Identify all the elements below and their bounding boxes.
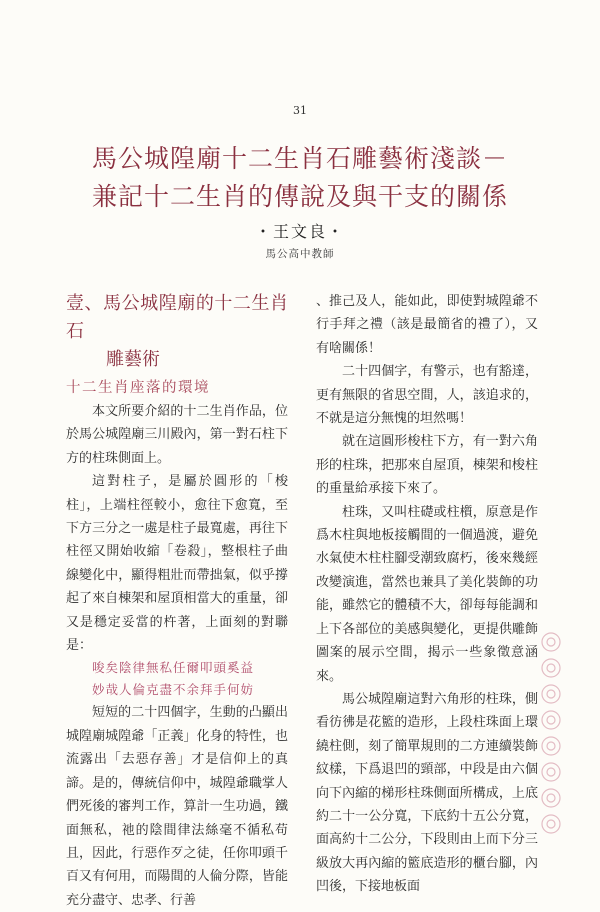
page-number: 31 (293, 104, 307, 117)
paragraph: 短短的二十四個字，生動的凸顯出城隍廟城隍爺「正義」化身的特性，也流露出「去惡存善」才是信仰上的真諦。是的，傳統信仰中，城隍爺職掌人們死後的審判工作，算計一生功過，鐵面無私，祂的陰間律法絲毫不循私苟且，因此，行惡作歹之徒，任你叩頭千百又有何用，而陽間的人倫分際，皆能充分盡守、忠孝、行善 (66, 705, 288, 908)
paragraph: 馬公城隍廟這對六角形的柱珠，側看彷彿是花籃的造形，上段柱珠面上環繞柱側，刻了簡單規則的二方連續裝飾紋樣，下爲退凹的頸部，中段是由六個向下內縮的梯形柱珠側面所構成，上底約二十一公分寬，下底約十五公分寬，面高約十二公分，下段則由上而下分三級放大再內縮的籃底造形的櫃台腳，內凹後，下接地板面 (316, 691, 538, 895)
right-column (316, 290, 538, 899)
left-column (66, 290, 288, 912)
paragraph: 、推己及人，能如此，即使對城隍爺不行手拜之禮（該是最簡省的禮了），又有啥關係！ (316, 294, 538, 356)
couplet-line-2: 妙哉人倫克盡不余拜手何妨 (92, 682, 255, 698)
couplet-line-1: 唆矣陰律無私任爾叩頭奚益 (92, 660, 255, 676)
author-affiliation: 馬公高中教師 (265, 248, 335, 260)
paragraph: 柱珠，又叫柱礎或柱櫍，原意是作爲木柱與地板接觸間的一個過渡，避免水氣使木柱柱腳受潮致腐朽，後來幾經改變演進，當然也兼具了美化裝飾的功能，雖然它的體積不大，卻每每能調和上下各部位的美感與變化，更提供雕飾圖案的展示空間，揭示一些象徵意涵來。 (316, 504, 538, 684)
paragraph: 就在這圓形梭柱下方，有一對六角形的柱珠，把那來自屋頂，棟架和梭柱的重量給承接下來了。 (316, 434, 538, 497)
paragraph: 二十四個字，有警示，也有豁達，更有無限的省思空間，人，該追求的，不就是這分無愧的坦然嗎！ (316, 364, 538, 427)
title-line-2: 兼記十二生肖的傳說及與干支的關係 (91, 182, 508, 211)
paragraph: 本文所要介紹的十二生肖作品，位於馬公城隍廟三川殿內，第一對石柱下方的柱珠側面上。 (66, 404, 288, 466)
section-heading (66, 290, 288, 374)
decorative-border-icon (538, 630, 564, 840)
section-heading-line-1: 壹、馬公城隍廟的十二生肖石 (66, 293, 288, 342)
title-line-1: 馬公城隍廟十二生肖石雕藝術淺談－ (91, 144, 508, 173)
section-heading-line-2: 雕藝術 (106, 349, 160, 370)
paragraph: 這對柱子，是屬於圓形的「梭柱」，上端柱徑較小，愈往下愈寬，至下方三分之一處是柱子最寬處，再往下柱徑又開始收縮「卷殺」，整根柱子曲線變化中，顯得粗壯而帶拙氣，似乎撐起了來自棟架和屋頂相當大的重量，卻又是穩定妥當的杵著，上面刻的對聯是： (66, 474, 288, 654)
article-title (40, 140, 560, 216)
author-name: ・王文良・ (254, 222, 345, 241)
subsection-heading: 十二生肖座落的環境 (66, 380, 210, 396)
